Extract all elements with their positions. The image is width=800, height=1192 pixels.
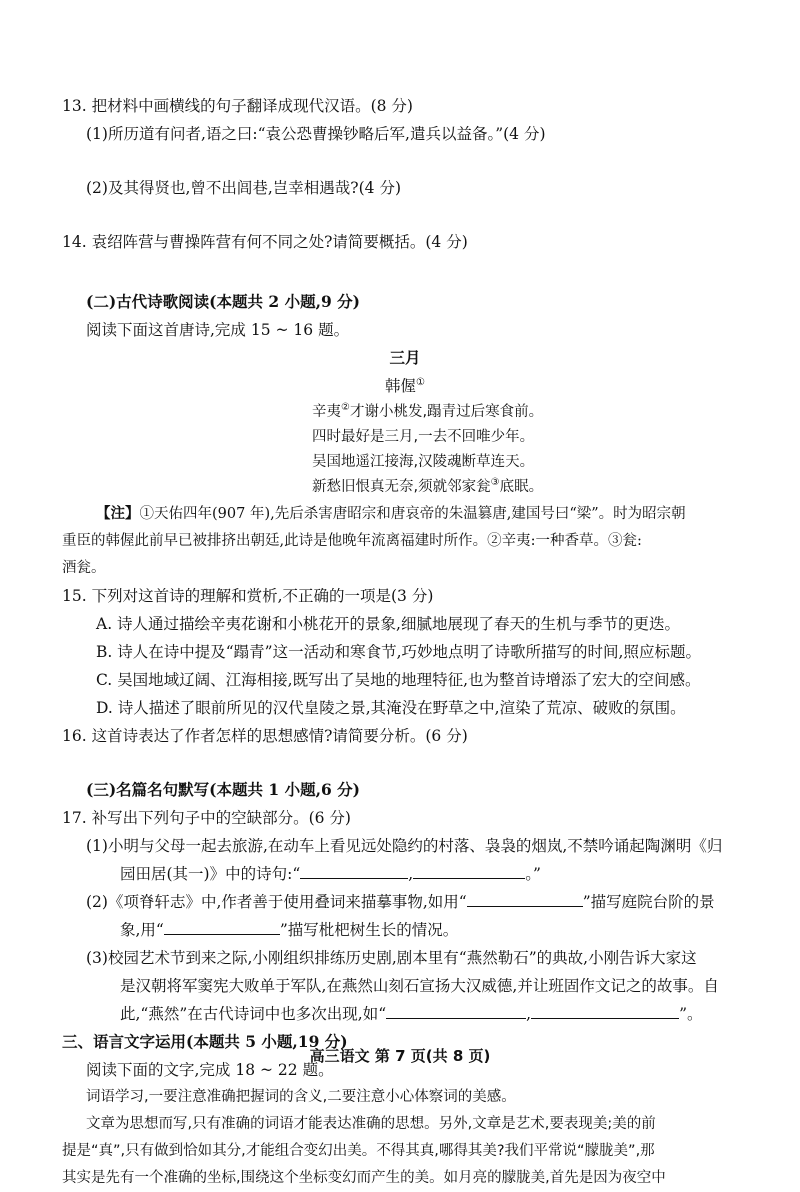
q17-sub2-line2: 象,用“ ”描写枇杷树生长的情况。 [62, 916, 748, 944]
q17-sub1-line2: 园田居(其一)》中的诗句:“ , 。” [62, 860, 748, 888]
poem-note-line-2: 重臣的韩偓此前早已被排挤出朝廷,此诗是他晚年流离福建时所作。②辛夷:一种香草。③瓮: [62, 533, 642, 549]
passage-line-1: 词语学习,一要注意准确把握词的含义,二要注意小心体察词的美感。 [86, 1089, 516, 1105]
q15-option-a: A. 诗人通过描绘辛夷花谢和小桃花开的景象,细腻地展现了春天的生机与季节的更迭。 [96, 615, 680, 633]
note-marker-2: ② [341, 402, 350, 414]
poem-note-line-3: 酒瓮。 [62, 560, 106, 576]
poem-line-3: 吴国地遥江接海,汉陵魂断草连天。 [312, 454, 535, 470]
q15-option-c: C. 吴国地域辽阔、江海相接,既写出了吴地的地理特征,也为整首诗增添了宏大的空间感。 [96, 671, 701, 689]
q13-stem: 13. 把材料中画横线的句子翻译成现代汉语。(8 分) [62, 97, 413, 115]
poem-author: 韩偓① [385, 376, 425, 395]
answer-blank-5[interactable] [386, 1002, 526, 1019]
passage-line-4: 其实是先有一个准确的坐标,围绕这个坐标变幻而产生的美。如月亮的朦胧美,首先是因为夜空中 [62, 1170, 666, 1186]
passage-line-2: 文章为思想而写,只有准确的词语才能表达准确的思想。另外,文章是艺术,要表现美;美的前 [86, 1116, 656, 1132]
q13-sub2: (2)及其得贤也,曾不出闾巷,岂幸相遇哉?(4 分) [86, 179, 402, 197]
q17-stem: 17. 补写出下列句子中的空缺部分。(6 分) [62, 809, 351, 827]
q17-sub3-line2: 是汉朝将军窦宪大败单于军队,在燕然山刻石宣扬大汉威德,并让班固作文记之的故事。自 [120, 977, 719, 995]
poem-line-1: 辛夷②才谢小桃发,蹋青过后寒食前。 [312, 402, 544, 420]
q15-option-d: D. 诗人描述了眼前所见的汉代皇陵之景,其淹没在野草之中,渲染了荒凉、破败的氛围。 [96, 699, 686, 717]
q17-sub3-line1: (3)校园艺术节到来之际,小刚组织排练历史剧,剧本里有“燕然勒石”的典故,小刚告诉大家这 [86, 949, 697, 967]
note-marker-3: ③ [490, 477, 500, 489]
poem-title: 三月 [389, 348, 421, 367]
answer-blank-2[interactable] [413, 862, 525, 879]
note-marker-1: ① [416, 376, 425, 388]
q14-stem: 14. 袁绍阵营与曹操阵营有何不同之处?请简要概括。(4 分) [62, 233, 468, 251]
poem-line-4: 新愁旧恨真无奈,须就邻家瓮③底眠。 [312, 477, 544, 495]
passage-line-3: 提是“真”,只有做到恰如其分,才能组合变幻出美。不得其真,哪得其美?我们平常说“朦胧美”,那 [62, 1143, 655, 1159]
answer-blank-3[interactable] [467, 890, 583, 907]
q15-option-b: B. 诗人在诗中提及“蹋青”这一活动和寒食节,巧妙地点明了诗歌所描写的时间,照应标题。 [96, 643, 701, 661]
section-poetry-heading: (二)古代诗歌阅读(本题共 2 小题,9 分) [86, 292, 360, 311]
q17-sub1-line1: (1)小明与父母一起去旅游,在动车上看见远处隐约的村落、袅袅的烟岚,不禁吟诵起陶渊明《归 [86, 837, 723, 855]
note-label: 【注】 [96, 505, 140, 522]
section-recitation-heading: (三)名篇名句默写(本题共 1 小题,6 分) [86, 780, 360, 799]
answer-blank-6[interactable] [531, 1002, 679, 1019]
q17-sub2-line1: (2)《项脊轩志》中,作者善于使用叠词来描摹事物,如用“ ”描写庭院台阶的景 [62, 888, 748, 916]
section-language-heading: 三、语言文字运用(本题共 5 小题,19 分) [62, 1032, 348, 1051]
answer-blank-4[interactable] [164, 918, 280, 935]
q15-stem: 15. 下列对这首诗的理解和赏析,不正确的一项是(3 分) [62, 587, 434, 605]
poem-line-2: 四时最好是三月,一去不回唯少年。 [312, 429, 535, 445]
q16-stem: 16. 这首诗表达了作者怎样的思想感情?请简要分析。(6 分) [62, 727, 468, 745]
poem-note-line-1: 【注】①天佑四年(907 年),先后杀害唐昭宗和唐哀帝的朱温篡唐,建国号曰“梁”。时为昭宗朝 [96, 505, 686, 522]
q13-sub1: (1)所历道有问者,语之曰:“袁公恐曹操钞略后军,遣兵以益备。”(4 分) [86, 125, 546, 143]
section-poetry-intro: 阅读下面这首唐诗,完成 15 ~ 16 题。 [86, 321, 350, 339]
page-footer: 高三语文 第 7 页(共 8 页) [309, 1047, 491, 1065]
section-language-intro: 阅读下面的文字,完成 18 ~ 22 题。 [86, 1061, 334, 1079]
answer-blank-1[interactable] [300, 862, 408, 879]
q17-sub3-line3: 此,“燕然”在古代诗词中也多次出现,如“ , ”。 [62, 1000, 748, 1028]
